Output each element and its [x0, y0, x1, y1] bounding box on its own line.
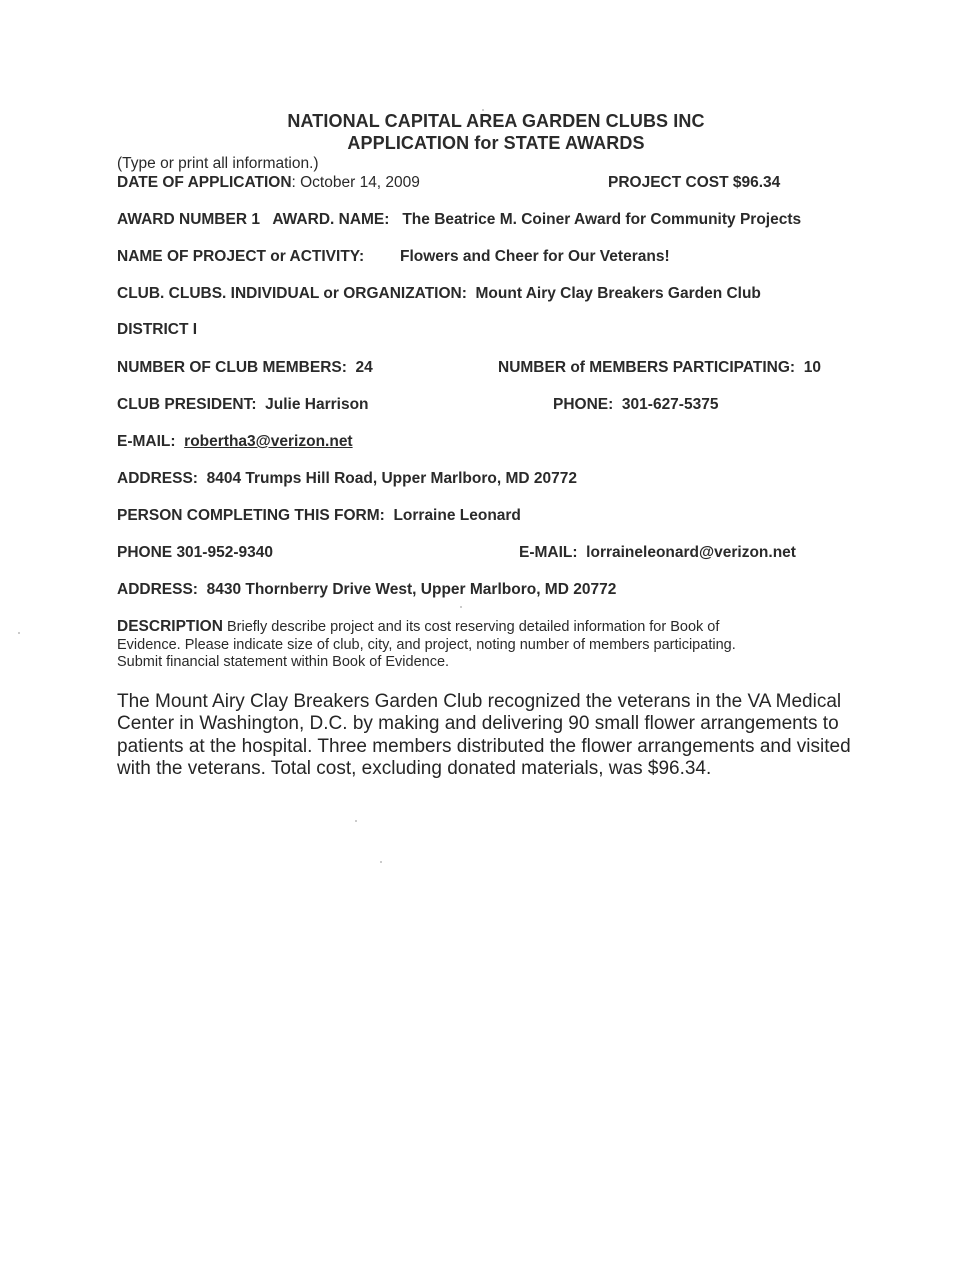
description-body-line-3: patients at the hospital. Three members distributed the flower arrangements and visited — [117, 735, 851, 757]
scan-speck — [355, 820, 357, 822]
scan-speck — [380, 861, 382, 863]
scan-speck — [482, 109, 484, 111]
completer-address-label: ADDRESS: — [117, 581, 198, 598]
completer-email-label: E-MAIL: — [519, 544, 578, 561]
club-label: CLUB. CLUBS. INDIVIDUAL or ORGANIZATION: — [117, 285, 467, 302]
completer-email-value: lorraineleonard@verizon.net — [586, 544, 796, 561]
description-instructions-line-3: Submit financial statement within Book of Evidence. — [117, 654, 450, 670]
award-row — [117, 211, 801, 229]
award-name-value: The Beatrice M. Coiner Award for Community Projects — [402, 211, 802, 228]
club-value: Mount Airy Clay Breakers Garden Club — [475, 285, 761, 302]
scan-speck — [18, 632, 20, 634]
date-of-application — [117, 174, 420, 192]
instruction-text: (Type or print all information.) — [117, 155, 319, 172]
scan-speck — [460, 606, 462, 608]
project-value: Flowers and Cheer for Our Veterans! — [400, 248, 670, 265]
completer-label: PERSON COMPLETING THIS FORM: — [117, 507, 385, 524]
award-number: AWARD NUMBER 1 — [117, 211, 260, 228]
date-label: DATE OF APPLICATION — [117, 174, 292, 191]
completer-email — [519, 544, 796, 562]
completer-phone-value: 301-952-9340 — [176, 544, 273, 561]
date-value: : October 14, 2009 — [291, 174, 420, 191]
president-address-label: ADDRESS: — [117, 470, 198, 487]
president-email-link[interactable]: robertha3@verizon.net — [184, 433, 353, 450]
description-instructions — [117, 618, 837, 672]
award-name-label: AWARD. NAME: — [272, 211, 390, 228]
president-email — [117, 433, 353, 451]
members-participating — [498, 359, 821, 377]
completer-address-value: 8430 Thornberry Drive West, Upper Marlboro, MD 20772 — [206, 581, 617, 598]
president-phone-value: 301-627-5375 — [621, 396, 719, 413]
district: DISTRICT I — [117, 321, 198, 338]
organization-title: NATIONAL CAPITAL AREA GARDEN CLUBS INC — [287, 111, 705, 131]
description-body-line-1: The Mount Airy Clay Breakers Garden Club recognized the veterans in the VA Medical — [117, 691, 842, 712]
project-label: NAME OF PROJECT or ACTIVITY: — [117, 248, 365, 265]
description-label: DESCRIPTION — [117, 618, 223, 635]
project-cost: PROJECT COST $96.34 — [608, 174, 781, 191]
president-phone — [553, 396, 718, 414]
president-value: Julie Harrison — [265, 396, 369, 413]
club-row — [117, 285, 761, 303]
president-email-label: E-MAIL: — [117, 433, 176, 450]
club-members-label: NUMBER OF CLUB MEMBERS: — [117, 359, 347, 376]
completer-value: Lorraine Leonard — [393, 507, 521, 524]
description-body — [117, 691, 907, 781]
members-participating-label: NUMBER of MEMBERS PARTICIPATING: — [498, 359, 796, 376]
completer-address — [117, 581, 616, 599]
description-body-line-4: with the veterans. Total cost, excluding donated materials, was $96.34. — [117, 758, 712, 780]
club-members — [117, 359, 373, 377]
president-label: CLUB PRESIDENT: — [117, 396, 257, 413]
description-instructions-line-1: Briefly describe project and its cost reserving detailed information for Book of — [226, 619, 720, 635]
club-president — [117, 396, 369, 414]
description-body-line-2: Center in Washington, D.C. by making and delivering 90 small flower arrangements to — [117, 713, 839, 735]
person-completing — [117, 507, 521, 525]
club-members-value: 24 — [355, 359, 373, 376]
president-phone-label: PHONE: — [553, 396, 614, 413]
form-title: APPLICATION for STATE AWARDS — [347, 133, 645, 153]
description-instructions-line-2: Evidence. Please indicate size of club, city, and project, noting number of members participating. — [117, 636, 736, 653]
members-participating-value: 10 — [803, 359, 821, 376]
president-address — [117, 470, 577, 488]
completer-phone-label: PHONE — [117, 544, 173, 561]
completer-phone — [117, 544, 273, 562]
president-address-value: 8404 Trumps Hill Road, Upper Marlboro, MD 20772 — [206, 470, 577, 487]
